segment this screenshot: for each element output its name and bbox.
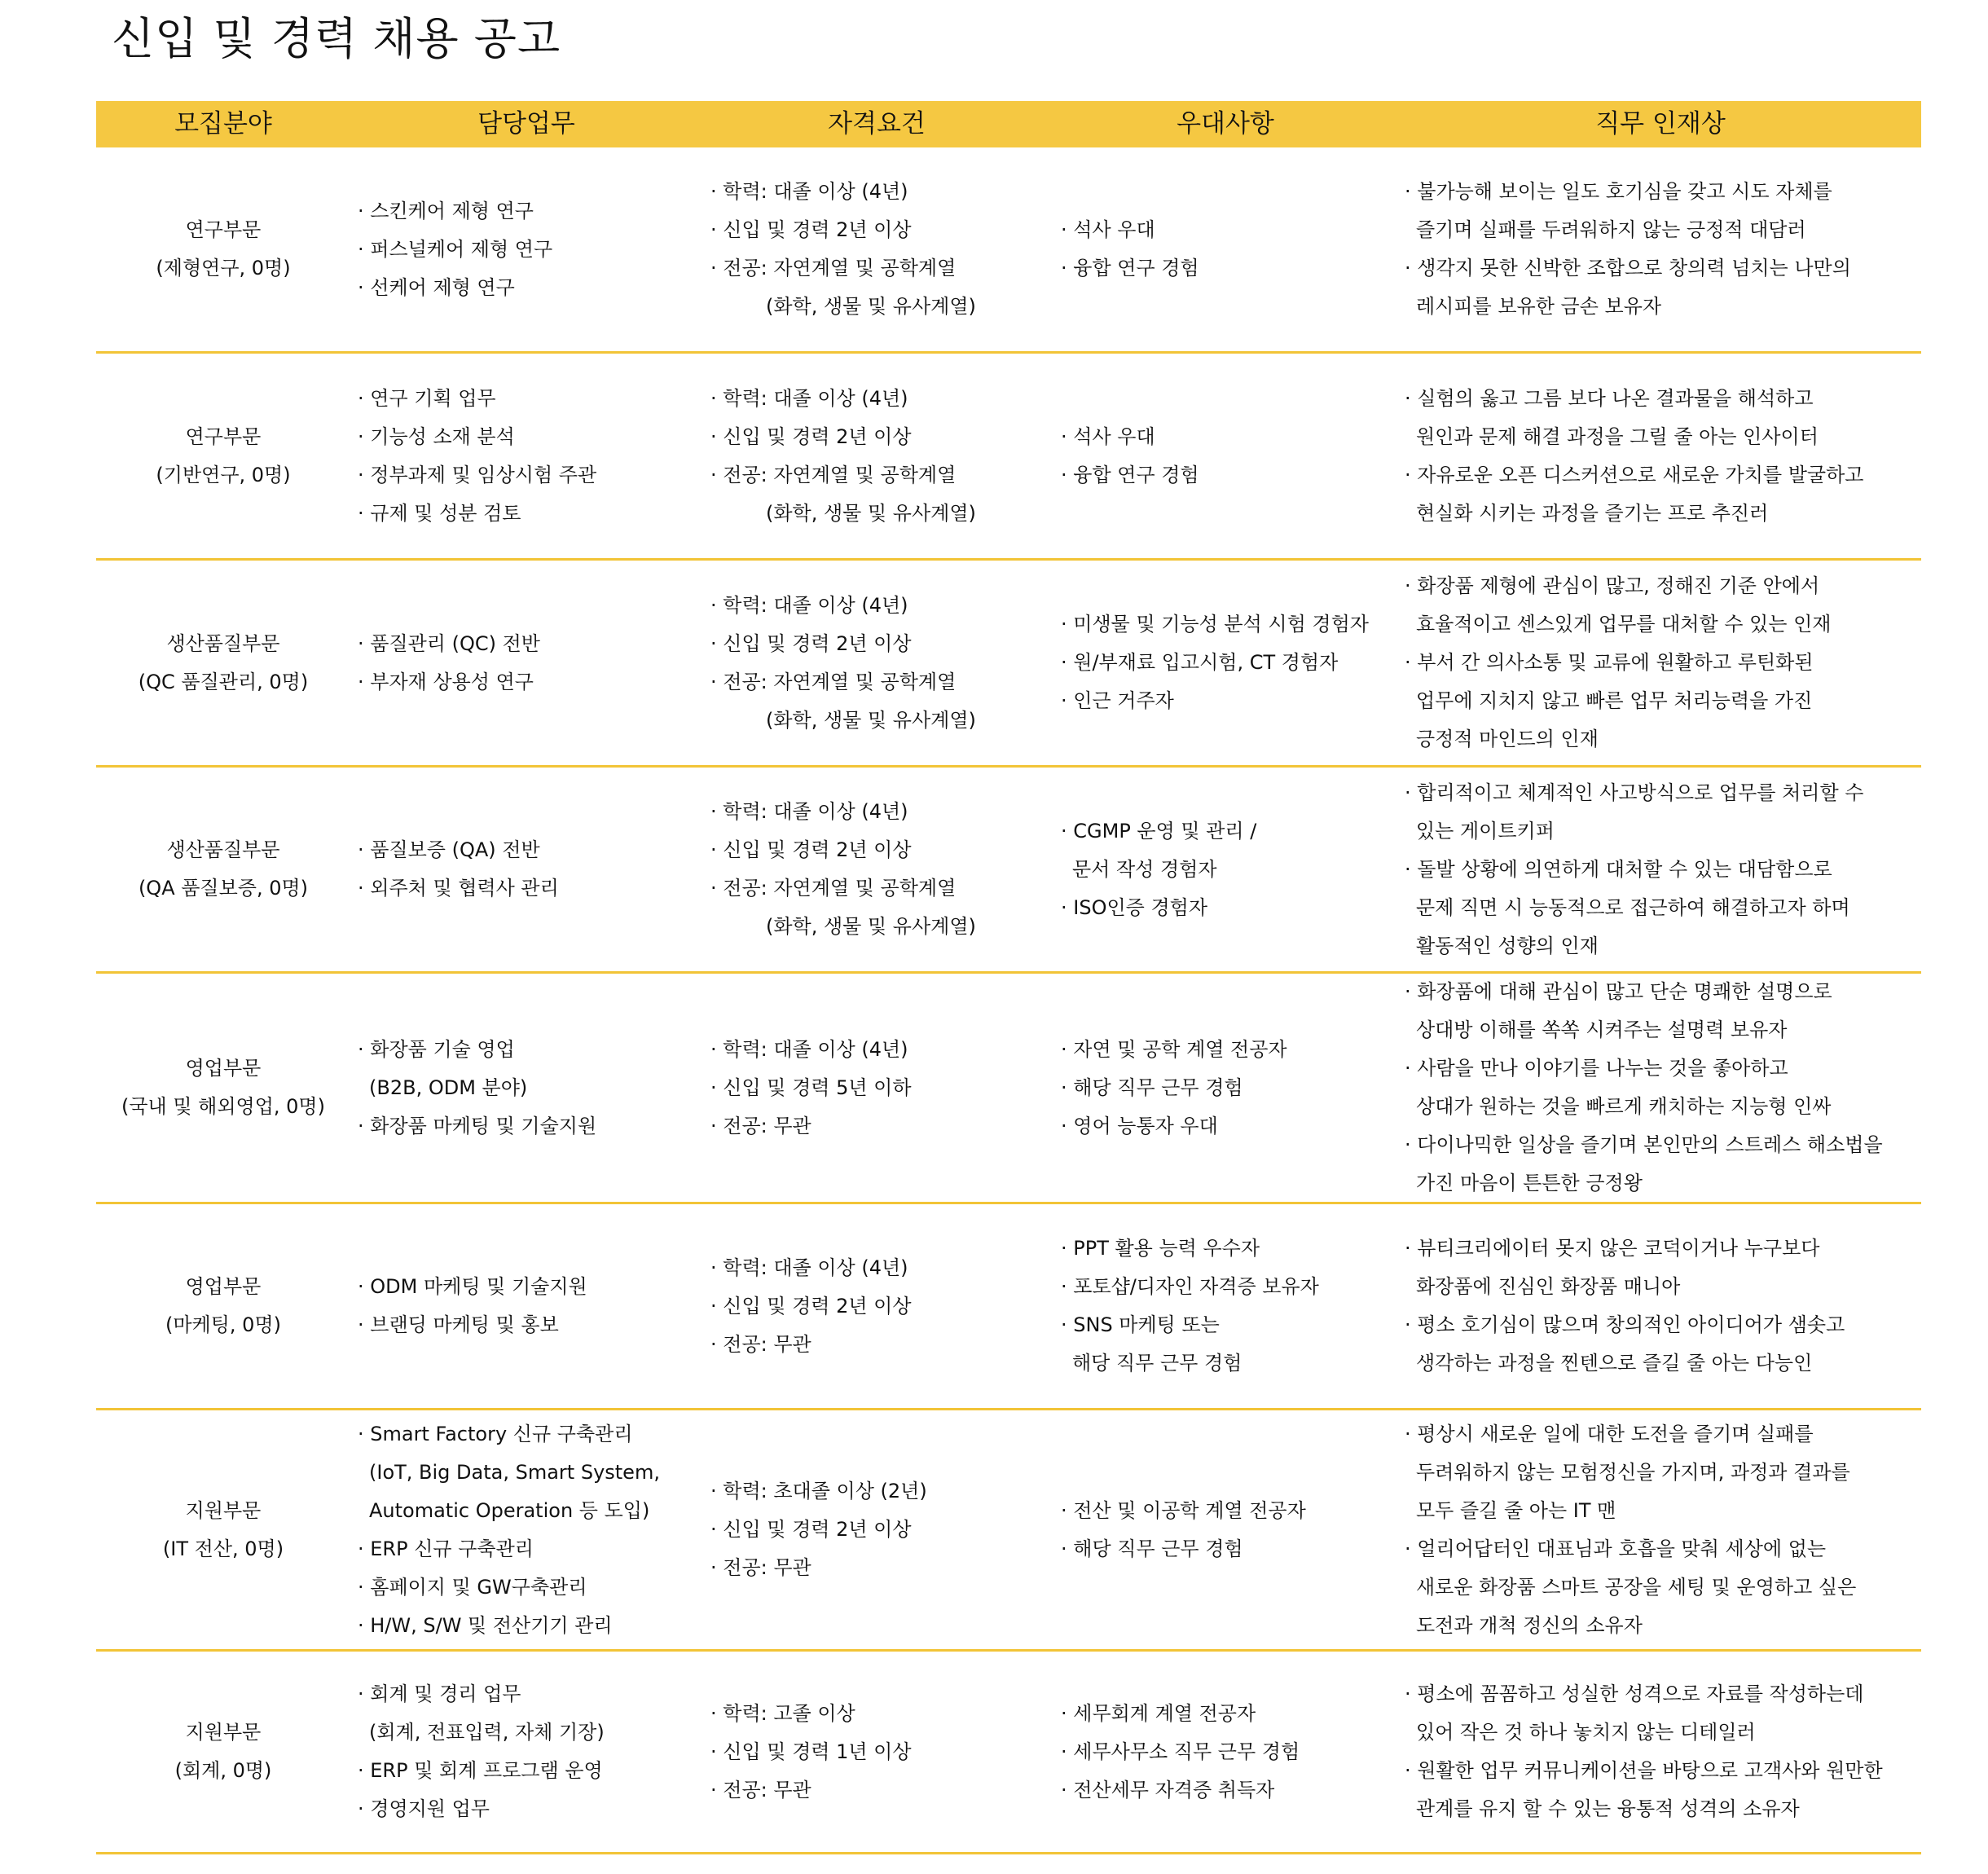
cell-line: (마케팅, 0명): [165, 1313, 281, 1336]
cell-line: 연구부문: [185, 218, 262, 241]
profile-cell: [1400, 561, 1921, 765]
cell-line: (화학, 생물 및 유사계열): [766, 295, 976, 318]
cell-line: · 선케어 제형 연구: [358, 275, 515, 299]
requirements-cell: [702, 1204, 1051, 1408]
profile-cell: [1400, 1204, 1921, 1408]
cell-line: · 전산세무 자격증 취득자: [1061, 1778, 1275, 1801]
cell-line: · 평소에 꼼꼼하고 성실한 성격으로 자료를 작성하는데: [1405, 1683, 1864, 1705]
cell-line: · 학력: 초대졸 이상 (2년): [710, 1480, 927, 1502]
cell-line: · 전산 및 이공학 계열 전공자: [1061, 1498, 1306, 1522]
cell-line: (QA 품질보증, 0명): [138, 877, 309, 900]
cell-line: · 신입 및 경력 2년 이상: [710, 838, 912, 861]
cell-line: (국내 및 해외영업, 0명): [121, 1095, 325, 1118]
cell-line: · 원활한 업무 커뮤니케이션을 바탕으로 고객사와 원만한: [1405, 1759, 1883, 1782]
cell-line: 있는 게이트키퍼: [1416, 819, 1555, 842]
profile-cell: [1400, 147, 1921, 351]
cell-line: · 전공: 자연계열 및 공학계열: [710, 463, 957, 486]
cell-line: · 뷰티크리에이터 못지 않은 코덕이거나 누구보다: [1405, 1237, 1820, 1260]
cell-line: · 돌발 상황에 의연하게 대처할 수 있는 대담함으로: [1405, 857, 1832, 881]
requirements-cell: [702, 1652, 1051, 1852]
table-row: [96, 354, 1921, 561]
cell-line: · 퍼스널케어 제형 연구: [358, 237, 553, 261]
cell-line: 두려워하지 않는 모험정신을 가지며, 과정과 결과를: [1416, 1460, 1850, 1484]
cell-line: · 합리적이고 체계적인 사고방식으로 업무를 처리할 수: [1405, 781, 1864, 804]
cell-line: 연구부문: [185, 425, 262, 448]
cell-line: · 영어 능통자 우대: [1061, 1114, 1218, 1137]
cell-line: · 전공: 무관: [710, 1778, 811, 1801]
cell-line: · 세무사무소 직무 근무 경험: [1061, 1740, 1300, 1763]
cell-line: 업무에 지치지 않고 빠른 업무 처리능력을 가진: [1416, 689, 1813, 712]
cell-line: · 전공: 무관: [710, 1556, 811, 1579]
cell-line: · ODM 마케팅 및 기술지원: [358, 1275, 587, 1298]
duties-cell: [350, 974, 702, 1202]
cell-line: 상대방 이해를 쏙쏙 시켜주는 설명력 보유자: [1416, 1018, 1788, 1041]
requirements-cell: [702, 1410, 1051, 1649]
cell-line: · 신입 및 경력 2년 이상: [710, 218, 912, 241]
cell-line: Automatic Operation 등 도입): [369, 1498, 650, 1522]
cell-line: (화학, 생물 및 유사계열): [766, 708, 976, 732]
preferences-cell: [1051, 1410, 1400, 1649]
table-row: [96, 147, 1921, 354]
table-body: [96, 147, 1921, 1854]
cell-line: 활동적인 성향의 인재: [1416, 934, 1599, 957]
requirements-cell: [702, 147, 1051, 351]
cell-line: · 전공: 자연계열 및 공학계열: [710, 877, 957, 900]
cell-line: · 화장품 제형에 관심이 많고, 정해진 기준 안에서: [1405, 574, 1820, 597]
cell-line: · 포토샵/디자인 자격증 보유자: [1061, 1275, 1319, 1298]
duties-cell: [350, 768, 702, 971]
cell-line: · 전공: 무관: [710, 1332, 811, 1356]
field-cell: [96, 1652, 350, 1852]
cell-line: · ERP 및 회계 프로그램 운영: [358, 1759, 603, 1782]
cell-line: 있어 작은 것 하나 놓치지 않는 디테일러: [1416, 1721, 1756, 1744]
duties-cell: [350, 147, 702, 351]
cell-line: 가진 마음이 튼튼한 긍정왕: [1416, 1172, 1643, 1194]
cell-line: · 회계 및 경리 업무: [358, 1683, 521, 1705]
table-row: [96, 1204, 1921, 1410]
cell-line: · 학력: 대졸 이상 (4년): [710, 1037, 908, 1061]
cell-line: · Smart Factory 신규 구축관리: [358, 1422, 633, 1445]
cell-line: · 부자재 상용성 연구: [358, 670, 534, 693]
table-row: [96, 1652, 1921, 1854]
preferences-cell: [1051, 354, 1400, 558]
cell-line: · 학력: 대졸 이상 (4년): [710, 593, 908, 617]
cell-line: · 외주처 및 협력사 관리: [358, 877, 559, 900]
field-cell: [96, 768, 350, 971]
cell-line: · 석사 우대: [1061, 425, 1155, 448]
cell-line: · 다이나믹한 일상을 즐기며 본인만의 스트레스 해소법을: [1405, 1133, 1883, 1156]
cell-line: · 얼리어답터인 대표님과 호흡을 맞춰 세상에 없는: [1405, 1537, 1827, 1560]
cell-line: · 인근 거주자: [1061, 689, 1174, 712]
profile-cell: [1400, 1652, 1921, 1852]
cell-line: 상대가 원하는 것을 빠르게 캐치하는 지능형 인싸: [1416, 1095, 1832, 1118]
cell-line: · 품질관리 (QC) 전반: [358, 631, 540, 655]
cell-line: (화학, 생물 및 유사계열): [766, 501, 976, 525]
header-field: 모집분야: [174, 109, 272, 139]
cell-line: 지원부문: [185, 1721, 262, 1744]
cell-line: (IT 전산, 0명): [162, 1537, 284, 1560]
cell-line: (회계, 전표입력, 자체 기장): [369, 1721, 605, 1744]
preferences-cell: [1051, 1204, 1400, 1408]
cell-line: · 화장품 마케팅 및 기술지원: [358, 1114, 597, 1137]
cell-line: · 학력: 대졸 이상 (4년): [710, 1256, 908, 1279]
cell-line: 생산품질부문: [166, 838, 280, 861]
preferences-cell: [1051, 1652, 1400, 1852]
requirements-cell: [702, 768, 1051, 971]
field-cell: [96, 1204, 350, 1408]
preferences-cell: [1051, 768, 1400, 971]
page-title: 신입 및 경력 채용 공고: [112, 13, 561, 64]
cell-line: (QC 품질관리, 0명): [138, 670, 309, 693]
cell-line: 지원부문: [185, 1498, 262, 1522]
cell-line: 원인과 문제 해결 과정을 그릴 줄 아는 인사이터: [1416, 425, 1819, 448]
cell-line: 새로운 화장품 스마트 공장을 세팅 및 운영하고 싶은: [1416, 1575, 1857, 1599]
cell-line: 긍정적 마인드의 인재: [1416, 728, 1599, 750]
cell-line: · 학력: 대졸 이상 (4년): [710, 180, 908, 203]
cell-line: · ISO인증 경험자: [1061, 895, 1208, 919]
cell-line: 현실화 시키는 과정을 즐기는 프로 추진러: [1416, 501, 1769, 525]
field-cell: [96, 354, 350, 558]
cell-line: · 신입 및 경력 2년 이상: [710, 631, 912, 655]
cell-line: · 기능성 소재 분석: [358, 425, 515, 448]
cell-line: · 품질보증 (QA) 전반: [358, 838, 540, 861]
cell-line: 해당 직무 근무 경험: [1072, 1352, 1242, 1375]
cell-line: · 평상시 새로운 일에 대한 도전을 즐기며 실패를: [1405, 1422, 1814, 1445]
profile-cell: [1400, 354, 1921, 558]
cell-line: · 연구 기획 업무: [358, 386, 496, 410]
cell-line: · SNS 마케팅 또는: [1061, 1313, 1220, 1336]
cell-line: (IoT, Big Data, Smart System,: [369, 1460, 660, 1484]
cell-line: · 정부과제 및 임상시험 주관: [358, 463, 597, 486]
duties-cell: [350, 1204, 702, 1408]
cell-line: · H/W, S/W 및 전산기기 관리: [358, 1613, 613, 1637]
job-posting-table: [96, 101, 1921, 1854]
cell-line: · 학력: 대졸 이상 (4년): [710, 800, 908, 823]
cell-line: · 부서 간 의사소통 및 교류에 원활하고 루틴화된: [1405, 651, 1814, 674]
cell-line: (B2B, ODM 분야): [369, 1076, 528, 1099]
field-cell: [96, 561, 350, 765]
cell-line: · 브랜딩 마케팅 및 홍보: [358, 1313, 559, 1336]
cell-line: 모두 즐길 줄 아는 IT 맨: [1416, 1498, 1616, 1522]
table-row: [96, 768, 1921, 974]
requirements-cell: [702, 561, 1051, 765]
cell-line: · 학력: 고졸 이상: [710, 1701, 855, 1725]
requirements-cell: [702, 974, 1051, 1202]
cell-line: 생산품질부문: [166, 631, 280, 655]
cell-line: · 석사 우대: [1061, 218, 1155, 241]
cell-line: · 생각지 못한 신박한 조합으로 창의력 넘치는 나만의: [1405, 257, 1851, 279]
preferences-cell: [1051, 147, 1400, 351]
cell-line: 즐기며 실패를 두려워하지 않는 긍정적 대담러: [1416, 218, 1806, 241]
cell-line: · 실험의 옳고 그름 보다 나온 결과물을 해석하고: [1405, 386, 1814, 410]
header-profile: 직무 인재상: [1595, 109, 1726, 139]
table-row: [96, 561, 1921, 768]
cell-line: 문서 작성 경험자: [1072, 857, 1217, 881]
cell-line: · 스킨케어 제형 연구: [358, 199, 534, 222]
cell-line: · 불가능해 보이는 일도 호기심을 갖고 시도 자체를: [1405, 180, 1832, 203]
cell-line: · 신입 및 경력 1년 이상: [710, 1740, 912, 1763]
table-header: [96, 101, 1921, 147]
cell-line: · 자연 및 공학 계열 전공자: [1061, 1037, 1287, 1061]
cell-line: (제형연구, 0명): [156, 257, 291, 279]
duties-cell: [350, 1652, 702, 1852]
cell-line: · 신입 및 경력 5년 이하: [710, 1076, 912, 1099]
field-cell: [96, 974, 350, 1202]
cell-line: · 화장품에 대해 관심이 많고 단순 명쾌한 설명으로: [1405, 980, 1832, 1003]
profile-cell: [1400, 768, 1921, 971]
cell-line: · 홈페이지 및 GW구축관리: [358, 1575, 587, 1599]
cell-line: · 미생물 및 기능성 분석 시험 경험자: [1061, 613, 1369, 636]
cell-line: 관계를 유지 할 수 있는 융통적 성격의 소유자: [1416, 1797, 1800, 1820]
cell-line: 도전과 개척 정신의 소유자: [1416, 1613, 1643, 1637]
cell-line: 영업부문: [185, 1057, 262, 1080]
cell-line: · 전공: 자연계열 및 공학계열: [710, 670, 957, 693]
cell-line: · ERP 신규 구축관리: [358, 1537, 534, 1560]
requirements-cell: [702, 354, 1051, 558]
cell-line: · 학력: 대졸 이상 (4년): [710, 386, 908, 410]
cell-line: · 평소 호기심이 많으며 창의적인 아이디어가 샘솟고: [1405, 1313, 1845, 1336]
duties-cell: [350, 561, 702, 765]
cell-line: · 세무회계 계열 전공자: [1061, 1701, 1256, 1725]
cell-line: · 자유로운 오픈 디스커션으로 새로운 가치를 발굴하고: [1405, 463, 1864, 486]
cell-line: (회계, 0명): [174, 1759, 272, 1782]
cell-line: · 규제 및 성분 검토: [358, 501, 521, 525]
header-duties: 담당업무: [477, 109, 575, 139]
cell-line: 화장품에 진심인 화장품 매니아: [1416, 1275, 1681, 1298]
profile-cell: [1400, 1410, 1921, 1649]
cell-line: · 전공: 무관: [710, 1114, 811, 1137]
duties-cell: [350, 1410, 702, 1649]
cell-line: 레시피를 보유한 금손 보유자: [1416, 295, 1662, 318]
header-requirements: 자격요건: [828, 109, 926, 139]
cell-line: · 해당 직무 근무 경험: [1061, 1076, 1243, 1099]
cell-line: 문제 직면 시 능동적으로 접근하여 해결하고자 하며: [1416, 895, 1850, 919]
cell-line: · 경영지원 업무: [358, 1797, 490, 1820]
cell-line: · 화장품 기술 영업: [358, 1037, 515, 1061]
cell-line: 생각하는 과정을 찐텐으로 즐길 줄 아는 다능인: [1416, 1352, 1813, 1375]
table-row: [96, 974, 1921, 1204]
cell-line: · CGMP 운영 및 관리 /: [1061, 819, 1257, 842]
cell-line: · PPT 활용 능력 우수자: [1061, 1237, 1260, 1260]
cell-line: (화학, 생물 및 유사계열): [766, 915, 976, 938]
cell-line: · 해당 직무 근무 경험: [1061, 1537, 1243, 1560]
cell-line: (기반연구, 0명): [156, 463, 291, 486]
cell-line: · 신입 및 경력 2년 이상: [710, 1294, 912, 1318]
cell-line: · 사람을 만나 이야기를 나누는 것을 좋아하고: [1405, 1057, 1788, 1080]
cell-line: · 신입 및 경력 2년 이상: [710, 425, 912, 448]
preferences-cell: [1051, 974, 1400, 1202]
preferences-cell: [1051, 561, 1400, 765]
field-cell: [96, 1410, 350, 1649]
cell-line: 영업부문: [185, 1275, 262, 1298]
cell-line: · 원/부재료 입고시험, CT 경험자: [1061, 651, 1339, 674]
cell-line: · 융합 연구 경험: [1061, 463, 1199, 486]
header-preferences: 우대사항: [1177, 109, 1274, 139]
field-cell: [96, 147, 350, 351]
cell-line: 효율적이고 센스있게 업무를 대처할 수 있는 인재: [1416, 613, 1832, 636]
table-row: [96, 1410, 1921, 1652]
profile-cell: [1400, 974, 1921, 1202]
duties-cell: [350, 354, 702, 558]
cell-line: · 전공: 자연계열 및 공학계열: [710, 257, 957, 279]
cell-line: · 융합 연구 경험: [1061, 257, 1199, 279]
cell-line: · 신입 및 경력 2년 이상: [710, 1518, 912, 1541]
